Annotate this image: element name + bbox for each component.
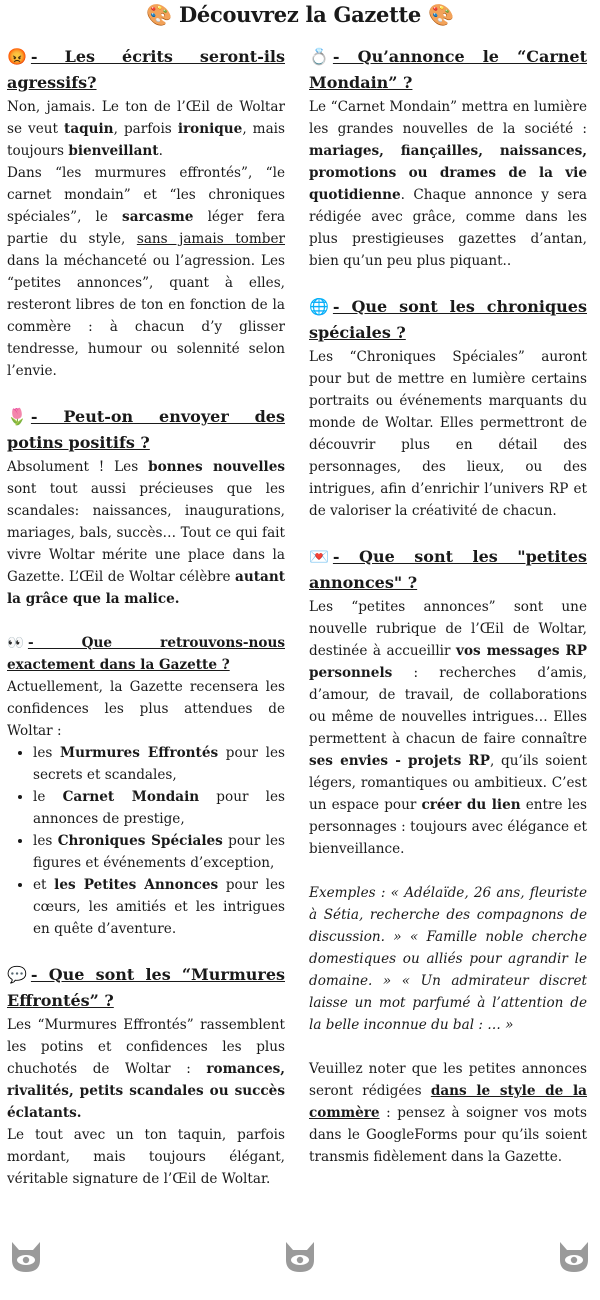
list-item: • et les Petites Annonces pour les cœurs, les amitiés et les intrigues en quête d’aventure. bbox=[33, 874, 285, 940]
paragraph: Le tout avec un ton taquin, parfois mordant, mais toujours élégant, véritable signature de l’Œil de Woltar. bbox=[7, 1127, 285, 1187]
love-letter-icon: 💌 bbox=[309, 547, 329, 566]
examples-paragraph: Exemples : « Adélaïde, 26 ans, fleuriste à Sétia, recherche des compagnons de discussion. » « Famille noble cherche domestiques ou alliés pour agrandir le domaine. » « Un admirateur discret laisse un mot parfumé à l’attention de la belle inconnue du bal : … » bbox=[309, 885, 587, 1033]
page-title: 🎨 Découvrez la Gazette 🎨 bbox=[146, 2, 454, 27]
paragraph: Le “Carnet Mondain” mettra en lumière les grandes nouvelles de la société : mariages, fiançailles, naissances, promotions ou drames de la vie quotidienne. Chaque annonce y sera rédigée avec grâce, comme dans les plus prestigieuses gazettes d’antan, bien qu’un peu plus piquant.. bbox=[309, 99, 587, 269]
rubrique-list bbox=[7, 742, 285, 940]
globe-icon: 🌐 bbox=[309, 297, 329, 316]
left-column bbox=[7, 44, 285, 1190]
angry-face-icon: 😡 bbox=[7, 47, 27, 66]
section-heading-agressifs: 😡 - Les écrits seront-ils agressifs? bbox=[7, 44, 285, 96]
section-heading-carnet-mondain: 💍 - Qu’annonce le “Carnet Mondain” ? bbox=[309, 44, 587, 96]
eyes-icon: 👀 bbox=[7, 635, 24, 651]
paragraph: Dans “les murmures effrontés”, “le carnet mondain” et “les chroniques spéciales”, le sarcasme léger fera partie du style, sans jamais tomber dans la méchanceté ou l’agression. Les “petites annonces”, quant à elles, resteront libres de ton en fonction de la commère : à chacun d’y glisser tendresse, humour ou solennité selon l’envie. bbox=[7, 165, 285, 379]
section-heading-petites-annonces: 💌 - Que sont les "petites annonces" ? bbox=[309, 544, 587, 596]
right-column bbox=[309, 44, 587, 1168]
paragraph: Absolument ! Les bonnes nouvelles sont tout aussi précieuses que les scandales: naissances, inaugurations, mariages, bals, succès… Tout ce qui fait vivre Woltar mérite une place dans la Gazette. L’Œil de Woltar célèbre autant la grâce que la malice. bbox=[7, 459, 285, 607]
paragraph: Les “petites annonces” sont une nouvelle rubrique de l’Œil de Woltar, destinée à accueillir vos messages RP personnels : recherches d’amis, d’amour, de travail, de collaborations ou même de nouvelles intrigues… Elles permettent à chacun de faire connaître ses envies - projets RP, qu’ils soient légers, romantiques ou ambitieux. C’est un espace pour créer du lien entre les personnages : toujours avec élégance et bienveillance. bbox=[309, 599, 587, 857]
tulip-icon: 🌷 bbox=[7, 407, 27, 426]
list-item: • les Chroniques Spéciales pour les figures et événements d’exception, bbox=[33, 830, 285, 874]
list-item: • les Murmures Effrontés pour les secrets et scandales, bbox=[33, 742, 285, 786]
paragraph: Non, jamais. Le ton de l’Œil de Woltar se veut taquin, parfois ironique, mais toujours bienveillant. bbox=[7, 99, 285, 159]
cat-eye-icon bbox=[556, 1238, 592, 1274]
paragraph: Actuellement, la Gazette recensera les confidences les plus attendues de Woltar : bbox=[7, 679, 285, 739]
cat-eye-icon bbox=[282, 1238, 318, 1274]
section-heading-contenu: 👀 - Que retrouvons-nous exactement dans la Gazette ? bbox=[7, 632, 285, 676]
section-heading-potins-positifs: 🌷 - Peut-on envoyer des potins positifs ? bbox=[7, 404, 285, 456]
section-heading-chroniques: 🌐 - Que sont les chroniques spéciales ? bbox=[309, 294, 587, 346]
list-item: • le Carnet Mondain pour les annonces de prestige, bbox=[33, 786, 285, 830]
paragraph: Les “Chroniques Spéciales” auront pour but de mettre en lumière certains portraits ou événements marquants du monde de Woltar. Elles permettront de découvrir plus en détail des personnages, des lieux, ou des intrigues, afin d’enrichir l’univers RP et de valoriser la créativité de chacun. bbox=[309, 349, 587, 519]
ring-icon: 💍 bbox=[309, 47, 329, 66]
section-heading-murmures: 💬 - Que sont les “Murmures Effrontés” ? bbox=[7, 962, 285, 1014]
paragraph: Veuillez noter que les petites annonces seront rédigées dans le style de la commère : pensez à soigner vos mots dans le GoogleForms pour qu’ils soient transmis fidèlement dans la Gazette. bbox=[309, 1061, 587, 1165]
cat-eye-icon bbox=[8, 1238, 44, 1274]
paragraph: Les “Murmures Effrontés” rassemblent les potins et confidences les plus chuchotés de Woltar : romances, rivalités, petits scandales ou succès éclatants. bbox=[7, 1017, 285, 1121]
speech-bubble-icon: 💬 bbox=[7, 965, 27, 984]
